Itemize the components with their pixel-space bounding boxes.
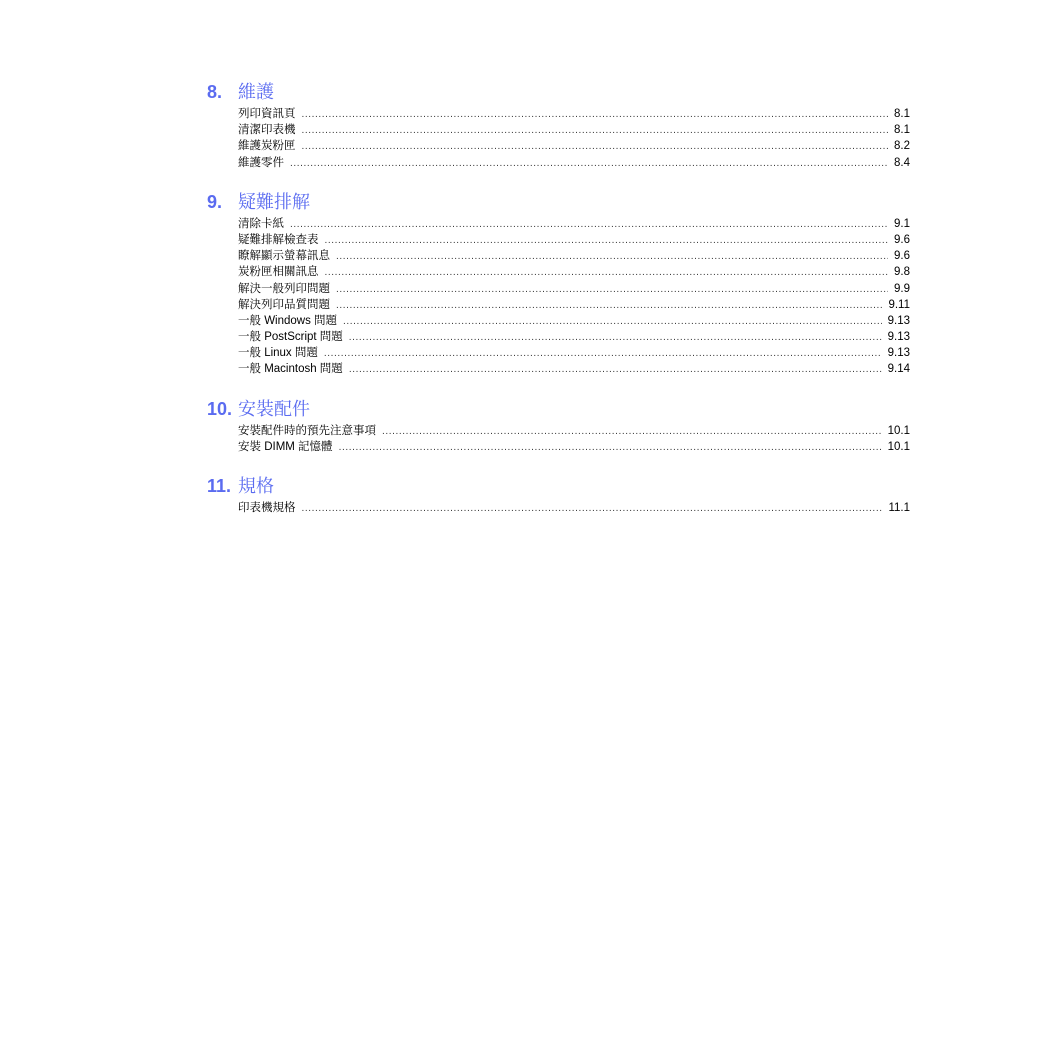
dot-leader xyxy=(325,233,889,249)
section-number: 11. xyxy=(207,476,232,496)
dot-leader xyxy=(290,217,888,233)
entry-label: 維護零件 xyxy=(238,156,284,169)
entry-page-number: 8.2 xyxy=(894,140,910,153)
section-heading[interactable] xyxy=(207,397,910,421)
entry-page-number: 9.9 xyxy=(894,282,910,295)
entry-page-number: 9.13 xyxy=(887,347,910,360)
toc-entry[interactable] xyxy=(238,313,910,329)
toc-entry[interactable] xyxy=(238,155,910,171)
dot-leader xyxy=(325,265,889,281)
entry-page-number: 11.1 xyxy=(888,502,910,514)
toc-entry[interactable] xyxy=(238,106,910,122)
entry-page-number: 9.11 xyxy=(888,298,910,311)
dot-leader xyxy=(302,139,889,155)
entry-page-number: 8.1 xyxy=(894,124,910,137)
entry-label: 印表機規格 xyxy=(238,502,296,514)
dot-leader xyxy=(290,156,888,172)
entry-page-number: 8.4 xyxy=(894,156,910,169)
entry-label: 清潔印表機 xyxy=(238,124,296,137)
entry-label: 解決一般列印問題 xyxy=(238,282,330,295)
entry-label: 安裝 DIMM 記憶體 xyxy=(238,440,333,453)
section-entries xyxy=(238,500,910,516)
entry-label: 列印資訊頁 xyxy=(238,108,296,120)
dot-leader xyxy=(336,249,888,265)
section-number: 9. xyxy=(207,191,223,212)
toc-entry[interactable] xyxy=(238,297,910,313)
section-entries xyxy=(238,106,910,171)
entry-page-number: 9.13 xyxy=(887,314,910,327)
section-title: 安裝配件 xyxy=(238,398,310,419)
toc-entry[interactable] xyxy=(238,500,910,516)
toc-entry[interactable] xyxy=(238,216,910,232)
entry-page-number: 10.1 xyxy=(887,440,910,453)
dot-leader xyxy=(302,501,883,517)
entry-page-number: 8.1 xyxy=(894,108,910,120)
section-number: 8. xyxy=(207,82,223,102)
entry-page-number: 9.14 xyxy=(887,363,910,376)
toc-section-11 xyxy=(207,474,910,516)
dot-leader xyxy=(343,314,882,330)
toc-entry[interactable] xyxy=(238,329,910,345)
entry-label: 一般 Macintosh 問題 xyxy=(238,363,343,376)
toc-entry[interactable] xyxy=(238,122,910,138)
toc-entry[interactable] xyxy=(238,281,910,297)
toc-entry[interactable] xyxy=(238,439,910,455)
toc-section-8 xyxy=(207,80,910,171)
toc-entry[interactable] xyxy=(238,264,910,280)
section-entries xyxy=(238,423,910,455)
dot-leader xyxy=(336,282,888,298)
toc-entry[interactable] xyxy=(238,138,910,154)
toc-section-10 xyxy=(207,397,910,455)
entry-label: 疑難排解檢查表 xyxy=(238,233,319,246)
toc-entry[interactable] xyxy=(238,232,910,248)
entry-page-number: 9.1 xyxy=(894,217,910,230)
entry-page-number: 10.1 xyxy=(887,424,910,437)
entry-page-number: 9.13 xyxy=(887,331,910,344)
section-entries xyxy=(238,216,910,378)
section-title: 疑難排解 xyxy=(238,191,310,212)
entry-label: 維護炭粉匣 xyxy=(238,140,296,153)
entry-label: 一般 Linux 問題 xyxy=(238,347,318,360)
toc-entry[interactable] xyxy=(238,345,910,361)
entry-page-number: 9.8 xyxy=(894,266,910,279)
section-heading[interactable] xyxy=(207,190,910,214)
toc-entry[interactable] xyxy=(238,361,910,377)
dot-leader xyxy=(324,346,882,362)
dot-leader xyxy=(336,298,882,314)
dot-leader xyxy=(339,440,882,456)
entry-page-number: 9.6 xyxy=(894,233,910,246)
dot-leader xyxy=(349,330,882,346)
entry-label: 解決列印品質問題 xyxy=(238,298,330,311)
section-title: 規格 xyxy=(238,476,274,496)
entry-label: 一般 Windows 問題 xyxy=(238,314,338,327)
toc-entry[interactable] xyxy=(238,423,910,439)
section-title: 維護 xyxy=(238,82,274,102)
dot-leader xyxy=(302,123,889,139)
table-of-contents xyxy=(207,80,910,535)
section-heading[interactable] xyxy=(207,474,910,498)
section-number: 10. xyxy=(207,398,233,419)
dot-leader xyxy=(302,107,889,123)
toc-entry[interactable] xyxy=(238,248,910,264)
section-heading[interactable] xyxy=(207,80,910,104)
entry-page-number: 9.6 xyxy=(894,250,910,263)
entry-label: 清除卡紙 xyxy=(238,217,284,230)
entry-label: 一般 PostScript 問題 xyxy=(238,331,343,344)
dot-leader xyxy=(349,362,882,378)
entry-label: 瞭解顯示螢幕訊息 xyxy=(238,250,330,263)
dot-leader xyxy=(382,424,882,440)
entry-label: 安裝配件時的預先注意事項 xyxy=(238,424,376,437)
toc-section-9 xyxy=(207,190,910,378)
entry-label: 炭粉匣相關訊息 xyxy=(238,266,319,279)
